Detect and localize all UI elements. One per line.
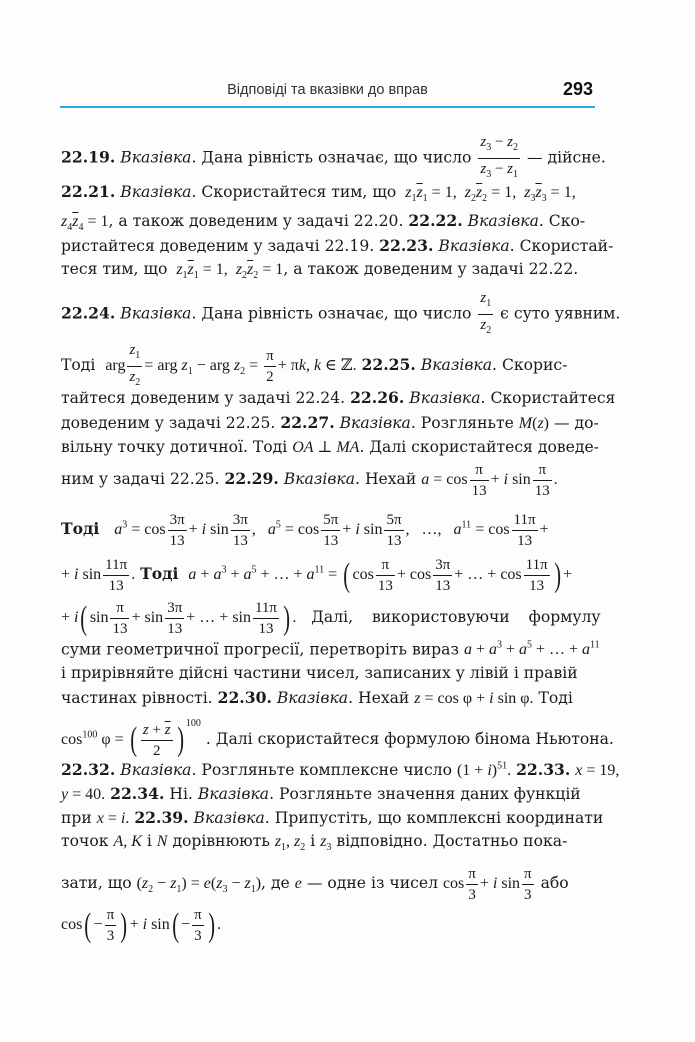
hint-label: Вказівка [193,809,265,827]
text: Припустіть, що комплексні координати [274,809,604,827]
text: доведеним у задачі 22.25. [61,414,276,432]
math: e [294,875,302,893]
text-line: ним у задачі 22.25. 22.29. Вказівка. Нехай a = cos $\frac{\pi}{13}$ + i sin $\frac{\pi}{13}$ . [61,462,558,499]
hint-label: Вказівка [409,389,481,407]
math: cos( − $\frac{\pi}{3}$ ) + i sin( − $\frac{\pi}{3}$ ) . [61,906,222,944]
text: Розгляньте значення даних функцій [279,785,581,803]
math: $\cos^{100} \varphi$ = ( $\frac{z + \overline{z}}{2}$ ) $^{100}$ [61,718,201,759]
exercise-number: 22.25. [361,355,416,375]
math: OA ⊥ MA [292,439,360,456]
text: суми геометричної прогресії, перетворіть вираз [61,640,459,659]
text: частинах рівності. [61,689,213,707]
text: , де [261,874,290,893]
exercise-number: 22.39. [134,808,189,827]
math: $a^3 = \cos$ $\frac{3\pi}{13}$ + i sin $\frac{3\pi}{13}$ , $a^5 = \cos$ $\frac{5\pi}{13}$ + i sin $\frac{5\pi}{13}$ , …, $a^{11} = \cos$ $\frac{11\pi}{13}$ + [114,512,549,549]
exercise-number: 22.26. [350,388,405,407]
text: тайтеся доведеним у задачі 22.24. [61,389,346,407]
text-line: y = 40. 22.34. Ні. Вказівка. Розгляньте значення даних функцій [61,784,581,803]
text-line [61,598,601,639]
exercise-number: 22.33. [516,760,571,779]
text: — дійсне. [526,148,606,167]
text: Тоді [61,519,100,539]
text-line: доведеним у задачі 22.25. 22.27. Вказівка. Розгляньте M(z) — до- [61,413,599,432]
math: $z_1\overline{z}_1 = 1$, $z_2\overline{z}_2 = 1$, $z_3\overline{z}_3 = 1$, [405,184,576,205]
text-line [61,555,595,596]
text-line [61,260,595,281]
hint-label: Вказівка [120,183,192,201]
text: Далі, використовуючи формулу [311,608,601,627]
text: Дана рівність означає, що число [201,148,472,167]
text: і прирівняйте дійсні частини чисел, записаних у лівій і правій [61,664,578,682]
text-line: тайтеся доведеним у задачі 22.24. 22.26. Вказівка. Скористайтеся [61,388,616,407]
text: зати, що [61,874,132,893]
text: , а також доведеним у задачі 22.20. [108,212,404,230]
text: — одне із чисел [306,874,438,893]
text: . Далі скористайтеся доведе- [359,438,599,456]
math: $z_1\overline{z}_1 = 1$, $z_2\overline{z}_2 = 1$ [176,261,284,282]
exercise-number: 22.27. [280,413,335,432]
text-line: $z_4\overline{z}_4 = 1$, а також доведеним у задачі 22.20. 22.22. Вказівка. Ско- [61,211,586,234]
hint-label: Вказівка [283,470,356,489]
text-line [61,864,595,905]
exercise-number: 22.32. [61,760,116,779]
exercise-number: 22.19. [61,147,116,167]
math: $a + a^3 + a^5$ + … + $a^{11}$ = ( cos $\frac{\pi}{13}$ + cos $\frac{3\pi}{13}$ + … + cos $\frac{11\pi}{13}$ ) + [188,556,573,594]
hint-label: Вказівка [120,304,192,323]
text: Скористайтеся [490,389,616,407]
text: дорівнюють [172,832,270,850]
answer-22-24: 22.24. Вказівка. Дана рівність означає, що число $\frac{z_1}{z_2}$ є суто уявним. [61,288,595,341]
text: теся тим, що [61,260,168,278]
text: Тоді [61,356,96,375]
text: є суто уявним. [500,304,621,323]
text: . Далі скористайтеся формулою бінома Ньютона. [205,730,614,748]
math: M [518,415,533,432]
exercise-number: 22.29. [224,469,279,489]
text: відповідно. Достатньо пока- [336,832,568,850]
text: ристайтеся доведеним у задачі 22.19. [61,237,375,255]
text-line [61,437,599,457]
text: або [540,874,569,893]
math: $z_1$, $z_2$ [274,833,306,854]
text: , а також доведеним у задачі 22.22. [283,260,579,278]
hint-label: Вказівка [120,148,192,167]
running-title: Відповіді та вказівки до вправ [227,82,428,98]
math: a = cos $\frac{\pi}{13}$ + i sin $\frac{\pi}{13}$ . [421,462,558,499]
text: ним у задачі 22.25. [61,470,220,489]
text: вільну точку дотичної. Тоді [61,438,288,456]
text-line [61,640,600,659]
exercise-number: 22.24. [61,303,116,323]
answer-22-19: 22.19. Вказівка. Дана рівність означає, що число $\frac{z_3 - z_2}{z_3 - z_1}$ — дійсне. [61,132,595,185]
math: + i( sin $\frac{\pi}{13}$ + sin $\frac{3\pi}{13}$ + … + sin $\frac{11\pi}{13}$ ) . [61,599,297,637]
text: Ні. [169,785,193,803]
text: Розгляньте [420,414,514,432]
math: x = i. [96,810,130,827]
math: z = cos φ + i sin φ. [414,690,534,707]
math: $z_4\overline{z}_4 = 1$ [61,213,109,234]
text: Ско- [548,212,586,230]
page-number: 293 [562,79,593,99]
text-line [61,510,595,551]
hint-label: Вказівка [467,212,539,230]
hint-label: Вказівка [120,761,192,779]
text: при [61,809,92,827]
math: + i sin $\frac{11\pi}{13}$ . [61,557,136,594]
hint-label: Вказівка [438,237,510,255]
exercise-number: 22.30. [217,688,272,707]
text: Скорис- [501,356,568,375]
text: Тоді [538,689,573,707]
exercise-number: 22.21. [61,182,116,201]
math: cos $\frac{\pi}{3}$ + i sin $\frac{\pi}{3}$ [442,866,532,903]
fraction: $\frac{z_3 - z_2}{z_3 - z_1}$ [480,134,518,180]
text: Нехай [364,470,417,489]
math: $(z_2 - z_1) = e(z_3 - z_1)$ [136,875,262,896]
text: Нехай [358,689,410,707]
text-line [61,664,595,682]
text: Розгляньте комплексне число [201,761,452,779]
math: N [156,833,168,850]
exercise-number: 22.23. [379,236,434,255]
math: x = 19, [575,762,620,779]
page-header [60,78,595,108]
text: Скористайтеся тим, що [201,183,397,201]
math: (z) [532,415,549,432]
math: y = 40. [61,786,106,803]
math: arg $\frac{z_1}{z_2}$ = arg $z_1$ − arg $z_2$ = $\frac{\pi}{2}$ + πk, k ∈ ℤ. [105,342,357,388]
text: Тоді [140,564,179,584]
text-line: Тоді arg $\frac{z_1}{z_2}$ = arg $z_1$ − arg $z_2$ = $\frac{\pi}{2}$ + πk, k ∈ ℤ. 22.25. Вказівка. Скорис- [61,342,568,388]
fraction: $\frac{z_1}{z_2}$ [480,290,492,336]
text: Скористай- [519,237,614,255]
hint-label: Вказівка [339,414,411,432]
math: $(1 + i)^{51}$. [456,760,512,779]
math: $z_3$ [320,833,332,854]
text-line: частинах рівності. 22.30. Вказівка. Нехай z = cos φ + i sin φ. Тоді [61,688,573,707]
text-line [61,905,595,946]
hint-label: Вказівка [420,356,493,375]
text-line [61,718,614,761]
text-line: точок A, K і N дорівнюють $z_1$, $z_2$ і $z_3$ відповідно. Достатньо пока- [61,832,568,854]
hint-label: Вказівка [197,785,270,803]
exercise-number: 22.22. [408,211,463,230]
hint-label: Вказівка [276,689,349,707]
text: точок [61,832,109,850]
text-line: ристайтеся доведеним у задачі 22.19. 22.23. Вказівка. Скористай- [61,236,614,255]
text-line: при x = i. 22.39. Вказівка. Припустіть, що комплексні координати [61,808,604,827]
text: — до- [553,414,599,432]
answer-22-21: 22.21. Вказівка. Скористайтеся тим, що $z_1\overline{z}_1 = 1$, $z_2\overline{z}_2 = 1$, $z_3\overline{z}_3 = 1$, [61,182,576,205]
exercise-number: 22.34. [110,784,165,803]
math: A, K [113,833,142,850]
math: $a + a^3 + a^5$ + … + $a^{11}$ [463,640,600,659]
text: Дана рівність означає, що число [201,304,472,323]
answer-22-32: 22.32. Вказівка. Розгляньте комплексне число $(1 + i)^{51}$. 22.33. x = 19, [61,760,620,779]
